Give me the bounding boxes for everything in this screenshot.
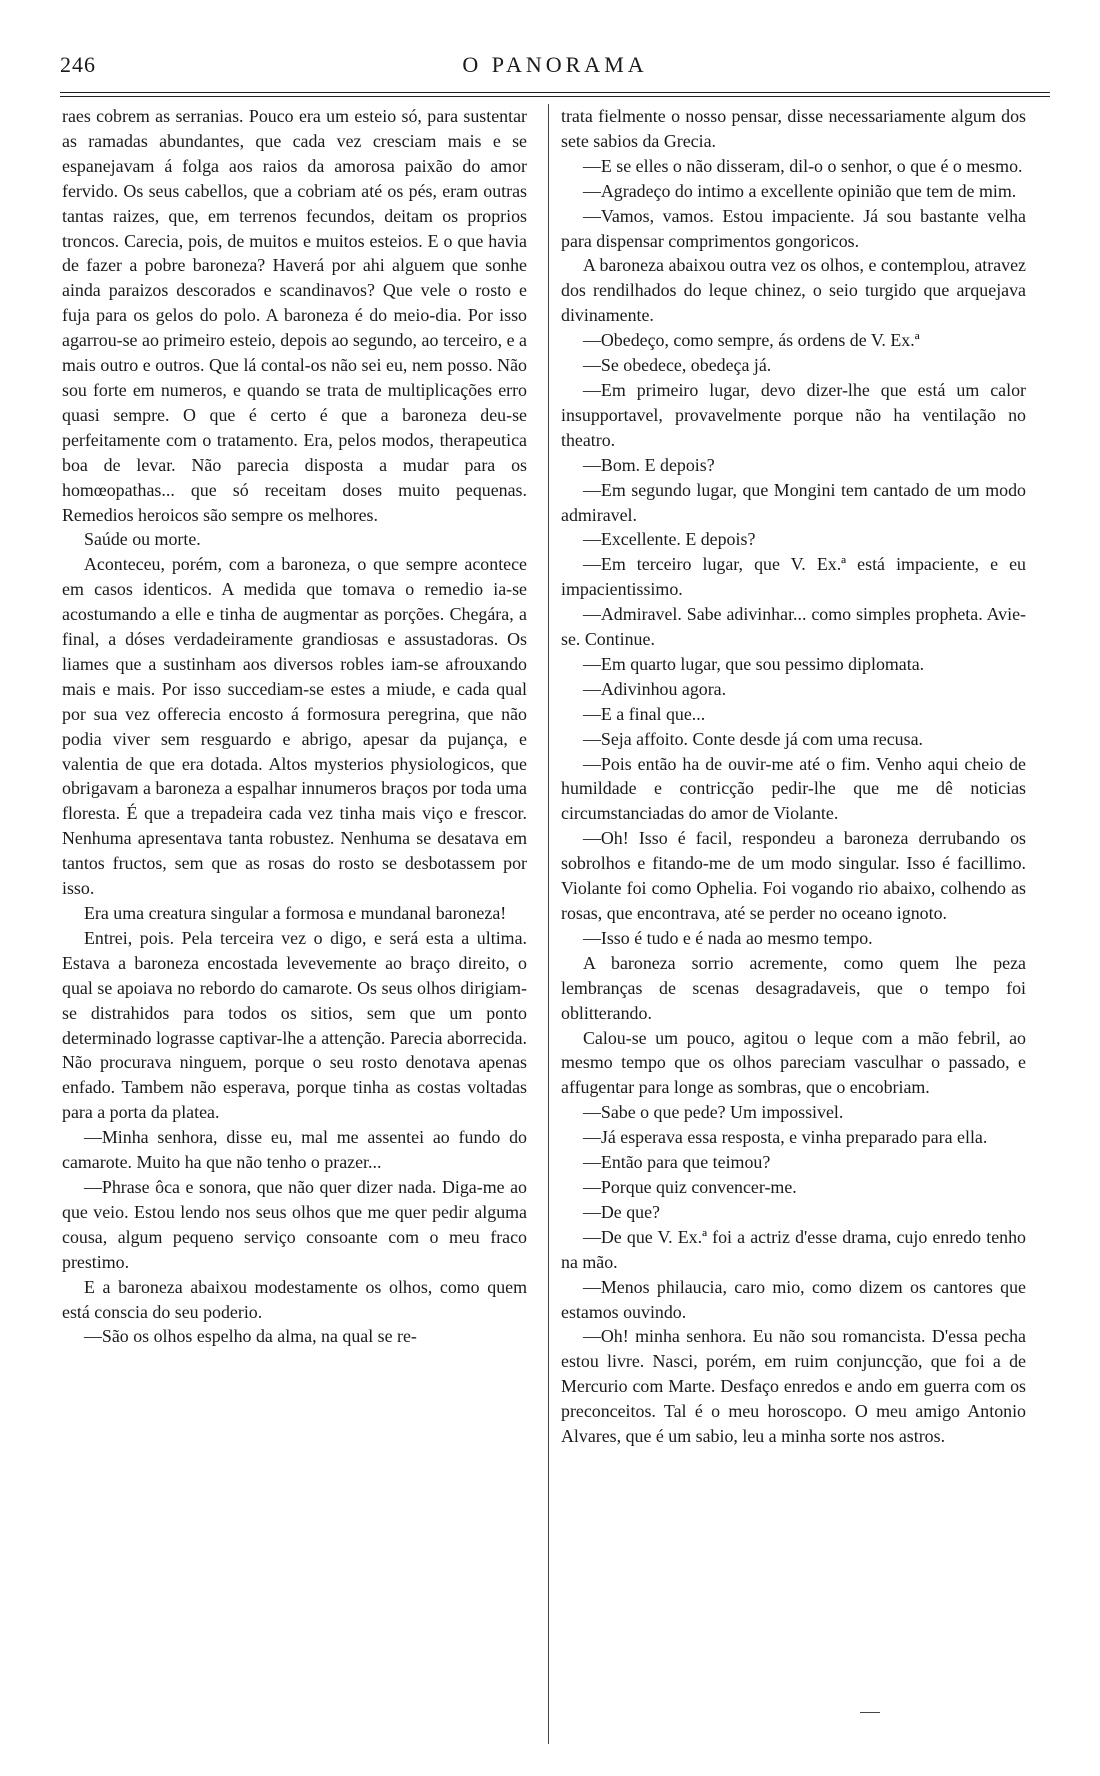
dialogue-line: —E a final que... bbox=[583, 703, 706, 724]
dialogue-line: —Pois então ha de ouvir-me até o fim. Venho aqui cheio de humildade e contricção pedir-lhe que me dê noticias circumstanciadas do amor de Violante. bbox=[561, 753, 1026, 824]
dialogue-line: —De que? bbox=[583, 1201, 660, 1222]
dialogue-line: —Já esperava essa resposta, e vinha preparado para ella. bbox=[583, 1127, 988, 1148]
paragraph: A baroneza abaixou outra vez os olhos, e contemplou, atravez dos rendilhados do leque chinez, o seio turgido que arquejava divinamente. bbox=[561, 255, 1026, 326]
dialogue-line: —E se elles o não disseram, dil-o o senhor, o que é o mesmo. bbox=[583, 155, 1023, 176]
dialogue-line: —São os olhos espelho da alma, na qual se re- bbox=[84, 1326, 417, 1347]
header-rule bbox=[60, 92, 1050, 97]
dialogue-line: —Minha senhora, disse eu, mal me assentei ao fundo do camarote. Muito ha que não tenho o prazer... bbox=[62, 1127, 527, 1173]
dialogue-line: —Agradeço do intimo a excellente opinião que tem de mim. bbox=[583, 180, 1017, 201]
dialogue-line: —Seja affoito. Conte desde já com uma recusa. bbox=[583, 728, 923, 749]
left-column bbox=[62, 104, 527, 1744]
dialogue-line: —Admiravel. Sabe adivinhar... como simples propheta. Avie-se. Continue. bbox=[561, 604, 1026, 650]
dialogue-line: —Vamos, vamos. Estou impaciente. Já sou bastante velha para dispensar comprimentos gongoricos. bbox=[561, 205, 1026, 251]
column-divider bbox=[548, 104, 549, 1744]
dialogue-line: —Em primeiro lugar, devo dizer-lhe que está um calor insupportavel, provavelmente porque não ha ventilação no theatro. bbox=[561, 379, 1026, 450]
paragraph: trata fielmente o nosso pensar, disse necessariamente algum dos sete sabios da Grecia. bbox=[561, 106, 1026, 151]
paragraph: Calou-se um pouco, agitou o leque com a mão febril, ao mesmo tempo que os olhos pareciam vasculhar o passado, e affugentar para longe as sombras, que o encobriam. bbox=[561, 1027, 1026, 1098]
dialogue-line: —Oh! Isso é facil, respondeu a baroneza derrubando os sobrolhos e fitando-me de um modo singular. Isso é facillimo. Violante foi como Ophelia. Foi vogando rio abaixo, colhendo as rosas, que encontrava, até se perder no oceano ignoto. bbox=[561, 828, 1026, 923]
page-header bbox=[60, 52, 1050, 92]
dialogue-line: —Isso é tudo e é nada ao mesmo tempo. bbox=[583, 927, 873, 948]
page-number: 246 bbox=[60, 52, 96, 77]
dialogue-line: —Oh! minha senhora. Eu não sou romancista. D'essa pecha estou livre. Nasci, porém, em ruim conjuncção, que foi a de Mercurio com Marte. Desfaço enredos e ando em guerra com os preconceitos. Tal é o meu horoscopo. O meu amigo Antonio Alvares, que é um sabio, leu a minha sorte nos astros. bbox=[561, 1326, 1026, 1447]
dialogue-line: —Em quarto lugar, que sou pessimo diplomata. bbox=[583, 653, 925, 674]
dialogue-line: —Bom. E depois? bbox=[583, 454, 715, 475]
dialogue-line: —Então para que teimou? bbox=[583, 1152, 771, 1173]
dialogue-line: —Adivinhou agora. bbox=[583, 678, 727, 699]
paragraph: Saúde ou morte. bbox=[84, 529, 201, 550]
paragraph: Entrei, pois. Pela terceira vez o digo, e será esta a ultima. Estava a baroneza encostada levevemente ao braço direito, o qual se apoiava no rebordo do camarote. Os seus olhos dirigiam-se distrahidos para todos os sitios, sem que um ponto determinado lograsse captivar-lhe a attenção. Parecia aborrecida. Não procurava ninguem, porque o seu rosto denotava apenas enfado. Tambem não esperava, porque tinha as costas voltadas para a porta da platea. bbox=[62, 927, 527, 1123]
dialogue-line: —Obedeço, como sempre, ás ordens de V. Ex.ª bbox=[583, 330, 920, 351]
margin-mark bbox=[860, 1712, 880, 1713]
dialogue-line: —De que V. Ex.ª foi a actriz d'esse drama, cujo enredo tenho na mão. bbox=[561, 1226, 1026, 1272]
paragraph: Era uma creatura singular a formosa e mundanal baroneza! bbox=[84, 903, 507, 923]
dialogue-line: —Em terceiro lugar, que V. Ex.ª está impaciente, e eu impacientissimo. bbox=[561, 554, 1026, 600]
paragraph: raes cobrem as serranias. Pouco era um esteio só, para sustentar as ramadas abundantes, que cada vez cresciam mais e se espanejavam á folga aos raios da amorosa paixão do amor fervido. Os seus cabellos, que a cobriam até os pés, eram outras tantas raizes, que, em terrenos fecundos, deitam os proprios troncos. Carecia, pois, de muitos e muitos esteios. E o que havia de fazer a pobre baroneza? Haverá por ahi alguem que sonhe ainda paraizos descorados e scandinavos? Que vele o rosto e fuja para os gelos do polo. A baroneza é do meio-dia. Por isso agarrou-se ao primeiro esteio, depois ao segundo, ao terceiro, e a mais outro e outros. Que lá contal-os não sei eu, nem posso. Não sou forte em numeros, e quando se trata de multiplicações erro quasi sempre. O que é certo é que a baroneza deu-se perfeitamente com o tratamento. Era, pelos modos, therapeutica boa de levar. Não parecia disposta a mudar para os homœopathas... que só receitam doses muito pequenas. Remedios heroicos são sempre os melhores. bbox=[62, 106, 527, 525]
dialogue-line: —Sabe o que pede? Um impossivel. bbox=[583, 1102, 844, 1123]
dialogue-line: —Porque quiz convencer-me. bbox=[583, 1176, 797, 1197]
dialogue-line: —Se obedece, obedeça já. bbox=[583, 355, 772, 376]
dialogue-line: —Em segundo lugar, que Mongini tem cantado de um modo admiravel. bbox=[561, 479, 1026, 525]
dialogue-line: —Phrase ôca e sonora, que não quer dizer nada. Diga-me ao que veio. Estou lendo nos seus olhos que me quer pedir alguma cousa, algum pequeno serviço consoante com o meu fraco prestimo. bbox=[62, 1176, 527, 1272]
dialogue-line: —Menos philaucia, caro mio, como dizem os cantores que estamos ouvindo. bbox=[561, 1276, 1026, 1322]
paragraph: E a baroneza abaixou modestamente os olhos, como quem está conscia do seu poderio. bbox=[62, 1276, 527, 1322]
running-title: O PANORAMA bbox=[462, 52, 648, 77]
dialogue-line: —Excellente. E depois? bbox=[583, 529, 756, 550]
paragraph: Aconteceu, porém, com a baroneza, o que sempre acontece em casos identicos. A medida que tomava o remedio ia-se acostumando a elle e tinha de augmentar as porções. Chegára, a final, a dóses verdadeiramente grandiosas e assustadoras. Os liames que a sustinham aos diversos robles iam-se afrouxando mais e mais. Por isso succediam-se estes a miude, e cada qual por sua vez offerecia encosto á formosura peregrina, que não podia viver sem resguardo e abrigo, apesar da pujança, e valentia de que era dotada. Altos mysterios physiologicos, que obrigavam a baroneza a espalhar innumeros braços por toda uma floresta. É que a trepadeira cada vez tinha mais viço e frescor. Nenhuma apresentava tanta robustez. Nenhuma se desatava em tantos fructos, sem que as rosas do rosto se desbotassem por isso. bbox=[62, 554, 527, 899]
right-column bbox=[561, 104, 1026, 1744]
paragraph: A baroneza sorrio acremente, como quem lhe peza lembranças de scenas desagradaveis, que o tempo foi oblitterando. bbox=[561, 952, 1026, 1023]
